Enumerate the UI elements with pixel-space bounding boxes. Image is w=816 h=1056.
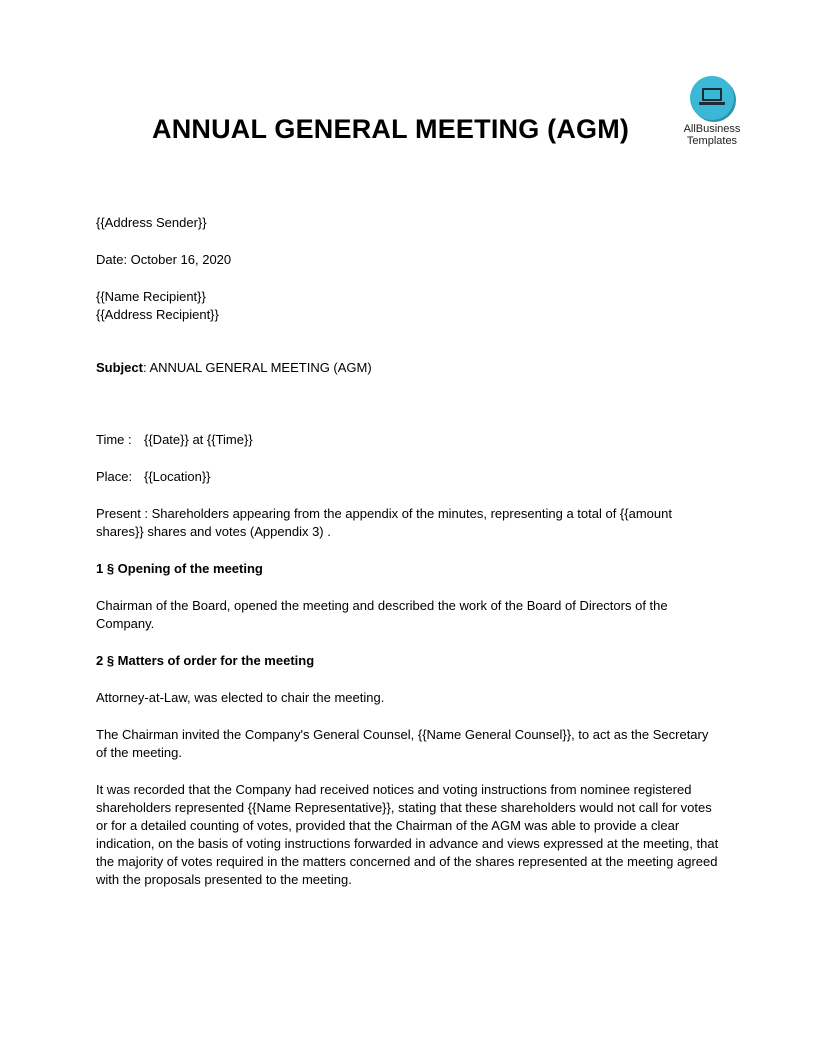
section-1-heading: 1 § Opening of the meeting [96,561,263,576]
subject-label: Subject [96,360,143,375]
document-title: ANNUAL GENERAL MEETING (AGM) [152,114,630,144]
address-recipient: {{Address Recipient}} [96,307,219,322]
subject-line [96,359,722,377]
section-2-text-2: The Chairman invited the Company's General Counsel, {{Name General Counsel}}, to act as the Secretary of the meeting. [96,727,709,760]
time-label: Time : [96,432,132,447]
place-label: Place: [96,469,133,484]
logo-line-1: AllBusiness [683,123,741,135]
allbusiness-templates-logo [676,76,748,147]
logo-text [676,123,748,147]
place-value: {{Location}} [144,469,211,484]
address-sender: {{Address Sender}} [96,215,207,230]
letter-date: Date: October 16, 2020 [96,252,232,267]
letter-body [96,214,722,889]
place-line [96,468,722,486]
logo-circle [690,76,734,120]
laptop-icon [698,86,726,108]
section-2-heading: 2 § Matters of order for the meeting [96,653,315,668]
section-2-text-1: Attorney-at-Law, was elected to chair the meeting. [96,690,385,705]
section-2-text-3: It was recorded that the Company had received notices and voting instructions from nominee registered shareholders represented {{Name Representative}}, stating that these shareholders would not call for votes or for a detailed counting of votes, provided that the Chairman of the AGM was able to provide a clear indication, on the basis of voting instructions forwarded in advance and views expressed at the meeting, that the majority of votes required in the matters concerned and of the shares represented at the meeting agreed with the proposals presented to the meeting. [96,782,719,887]
time-value: {{Date}} at {{Time}} [144,432,253,447]
section-1-text: Chairman of the Board, opened the meeting and described the work of the Board of Directors of the Company. [96,598,668,631]
subject-text: : ANNUAL GENERAL MEETING (AGM) [142,360,372,375]
present-paragraph: Present : Shareholders appearing from the appendix of the minutes, representing a total of {{amount shares}} shares and votes (Appendix 3) . [96,506,672,539]
time-line [96,431,722,449]
name-recipient: {{Name Recipient}} [96,289,206,304]
logo-line-2: Templates [686,135,738,147]
